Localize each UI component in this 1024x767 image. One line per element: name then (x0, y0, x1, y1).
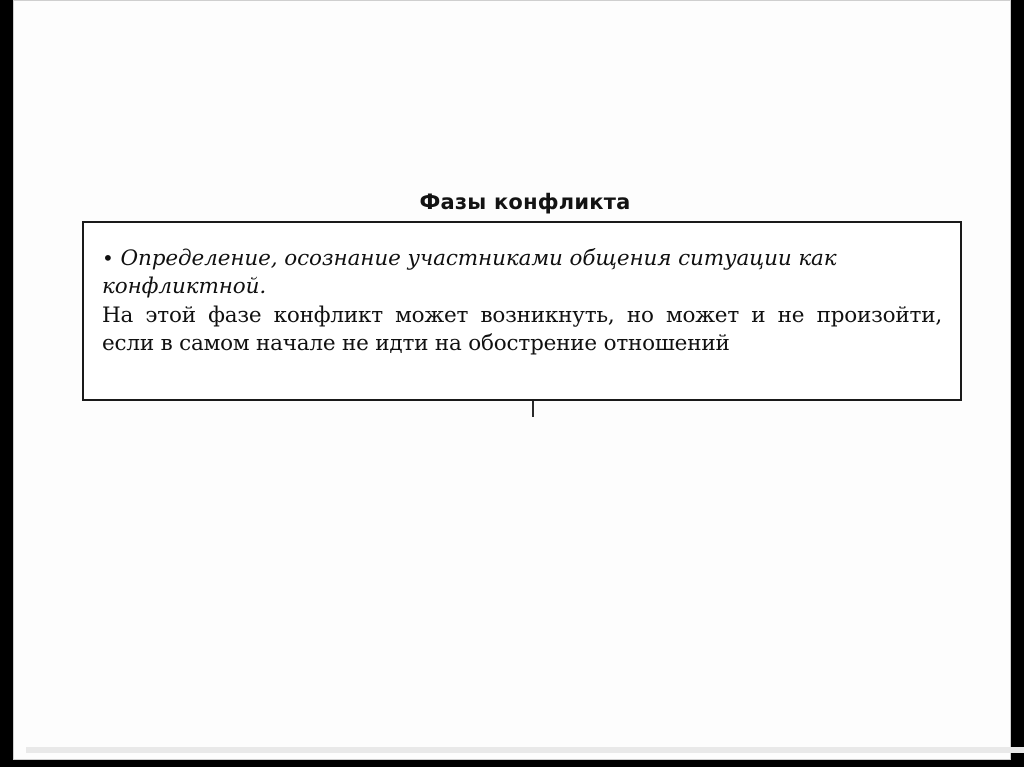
screen-bottom-band (0, 760, 1024, 767)
body-paragraph: На этой фазе конфликт может возникнуть, но может и не произойти, если в самом начале не идти на обострение отношений (102, 303, 942, 356)
page-title: Фазы конфликта (419, 190, 631, 215)
bullet-icon: • (102, 246, 114, 270)
connector-tick (532, 401, 534, 417)
bullet-paragraph-text: Определение, осознание участниками общения ситуации как конфликтной. (102, 246, 837, 299)
content-text-box (82, 221, 962, 401)
content-text-box-inner (84, 223, 960, 358)
slide-bottom-edge (26, 747, 1024, 753)
bullet-paragraph (102, 245, 942, 300)
slide-canvas (13, 0, 1011, 760)
